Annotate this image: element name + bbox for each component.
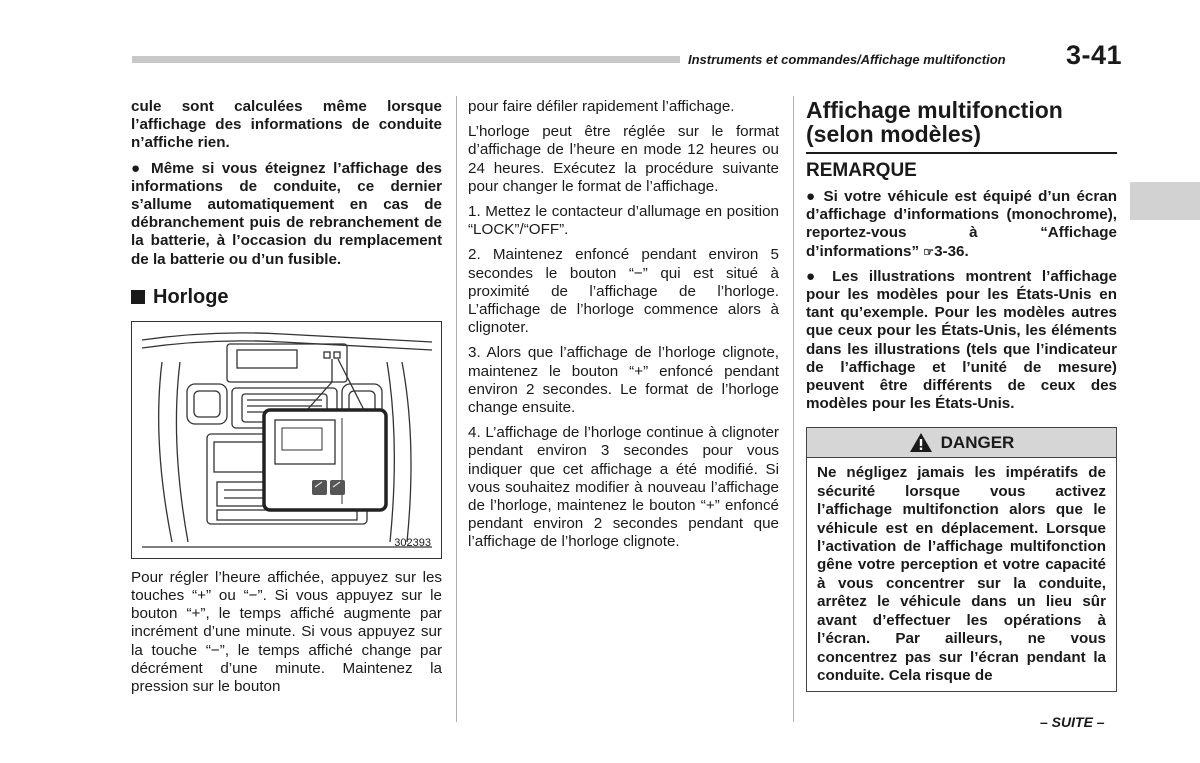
step-3: 3. Alors que l’affichage de l’horloge clignote, maintenez le bouton “+” enfoncé pendant environ 2 secondes. Le format de l’horloge change ensuite.	[468, 344, 779, 417]
paragraph-continued: pour faire défiler rapidement l’affichage.	[468, 98, 735, 115]
paragraph-time-adjust: Pour régler l’heure affichée, appuyez sur les touches “+” ou “−”. Si vous appuyez sur le bouton “+”, le temps affiché augmente par incrément d’une minute. Si vous appuyez sur la touche “−”, le temps affiché change par décrément d’une minute. Maintenez la pression sur le bouton	[131, 568, 442, 696]
running-header-title: Instruments et commandes/Affichage multifonction	[688, 52, 1006, 67]
figure-number: 302393	[394, 536, 431, 549]
dashboard-drawing	[132, 322, 442, 559]
warning-triangle-icon	[909, 432, 933, 453]
note-bullet-2: ● Les illustrations montrent l’affichage pour les modèles pour les États-Unis en tant qu’exemple. Pour les modèles autres que ceux pour les États-Unis, les éléments dans les illustrations (tels que l’indicateur de l’affichage et l’unité de mesure) peuvent être différents de ceux des modèles pour les États-Unis.	[806, 267, 1117, 413]
paragraph-format: L’horloge peut être réglée sur le format d’affichage de l’heure en mode 12 heures ou 24 heures. Exécutez la procédure suivante pour changer le format de l’affichage.	[468, 123, 779, 195]
bullet-note: ● Même si vous éteignez l’affichage des informations de conduite, ce dernier s’allume automatiquement en cas de débranchement puis de rebranchement de la batterie, à l’occasion du remplacement de la batterie ou d’un fusible.	[131, 159, 442, 268]
page-reference: 3-36.	[934, 242, 969, 260]
column-right	[806, 98, 1117, 692]
danger-box	[806, 427, 1117, 692]
chapter-thumb-tab	[1130, 182, 1200, 220]
page-reference-icon: ☞	[923, 244, 935, 259]
step-2: 2. Maintenez enfoncé pendant environ 5 secondes le bouton “−” qui est situé à proximité de l’affichage de l’horloge. L’affichage de l’horloge commence alors à clignoter.	[468, 246, 779, 337]
note-heading: REMARQUE	[806, 160, 917, 181]
note-bullet-1-text: ● Si votre véhicule est équipé d’un écran d’affichage d’informations (monochrome), reportez-vous à “Affichage d’informations”	[806, 188, 1117, 260]
column-divider-1	[456, 96, 457, 722]
header-bar	[132, 56, 680, 63]
step-1: 1. Mettez le contacteur d’allumage en position “LOCK”/“OFF”.	[468, 203, 779, 239]
paragraph-continued: cule sont calculées même lorsque l’affichage des informations de conduite n’affiche rien.	[131, 98, 442, 152]
step-4: 4. L’affichage de l’horloge continue à clignoter pendant environ 3 secondes pour vous indiquer que cet affichage a été modifié. Si vous souhaitez modifier à nouveau l’affichage de l’horloge, maintenez le bouton “+” enfoncé pendant environ 2 secondes pendant que l’affichage de l’horloge clignote.	[468, 424, 779, 551]
square-bullet-icon	[131, 290, 145, 304]
chapter-heading: Affichage multifonction (selon modèles)	[806, 97, 1063, 147]
heading-rule	[806, 152, 1117, 154]
dashboard-illustration	[131, 321, 442, 559]
section-heading-horloge	[131, 285, 442, 309]
column-middle	[468, 98, 779, 559]
note-bullet-1	[806, 188, 1117, 261]
page-number: 3-41	[1066, 40, 1123, 70]
column-left	[131, 98, 442, 703]
danger-text: Ne négligez jamais les impératifs de sécurité lorsque vous activez l’affichage multifonction alors que le véhicule est en déplacement. Lorsque l’activation de l’affichage multifonction gêne votre perception et votre capacité à vous concentrer sur la conduite, arrêtez le véhicule dans un lieu sûr avant d’effectuer les opérations à l’écran. Par ailleurs, ne vous concentrez pas sur l’écran pendant la conduite. Cela risque de	[817, 464, 1106, 684]
danger-label: DANGER	[940, 432, 1015, 452]
column-divider-2	[793, 96, 794, 722]
continued-marker: – SUITE –	[1040, 714, 1105, 730]
section-title: Horloge	[153, 285, 229, 308]
danger-header	[807, 428, 1116, 458]
